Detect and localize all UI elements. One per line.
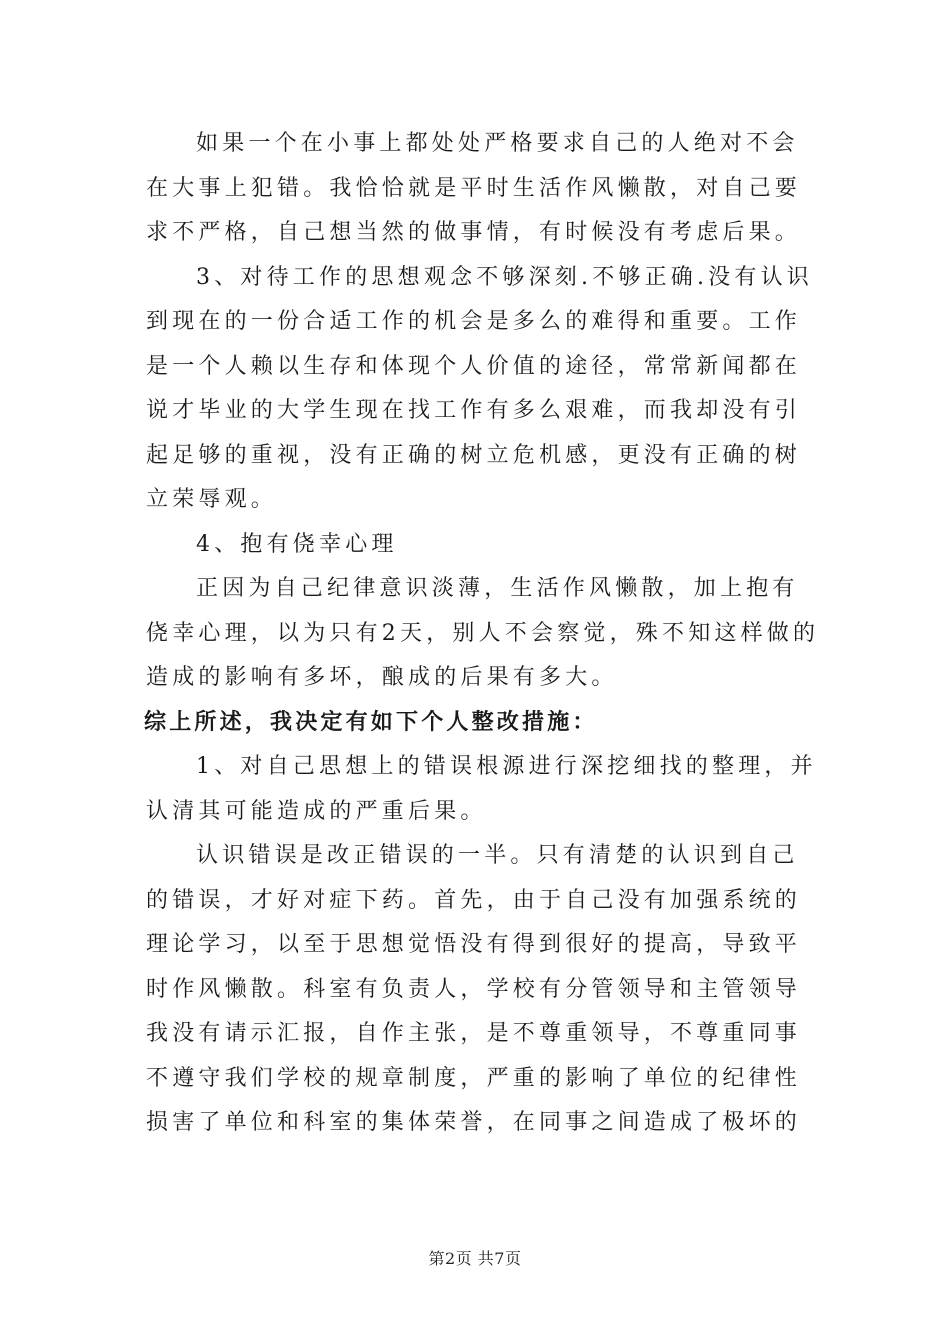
section-heading: 综上所述，我决定有如下个人整改措施： [144,709,598,735]
text-line: 侥幸心理，以为只有2天，别人不会察觉，殊不知这样做的 [146,620,820,646]
text-line: 认清其可能造成的严重后果。 [146,798,487,824]
text-line: 说才毕业的大学生现在找工作有多么艰难，而我却没有引 [146,398,802,423]
text-line: 立荣辱观。 [146,487,278,512]
text-line: 如果一个在小事上都处处严格要求自己的人绝对不会 [196,131,799,156]
text-line: 正因为自己纪律意识淡薄，生活作风懒散，加上抱有 [196,576,799,601]
text-line: 理论学习，以至于思想觉悟没有得到很好的提高，导致平 [146,932,802,957]
text-line: 到现在的一份合适工作的机会是多么的难得和重要。工作 [146,309,802,334]
text-line: 造成的影响有多坏，酿成的后果有多大。 [146,665,618,690]
text-line: 损害了单位和科室的集体荣誉，在同事之间造成了极坏的 [146,1110,802,1135]
document-body [144,122,820,1146]
text-line: 认识错误是改正错误的一半。只有清楚的认识到自己 [196,843,799,868]
text-line: 4、抱有侥幸心理 [196,531,398,557]
page-footer: 第2页 共7页 [428,1249,522,1268]
text-line: 我没有请示汇报，自作主张，是不尊重领导，不尊重同事 [146,1021,802,1046]
text-line: 起足够的重视，没有正确的树立危机感，更没有正确的树 [146,442,802,468]
text-line: 1、对自己思想上的错误根源进行深挖细找的整理，并 [196,754,817,779]
text-line: 求不严格，自己想当然的做事情，有时候没有考虑后果。 [146,220,802,245]
text-line: 在大事上犯错。我恰恰就是平时生活作风懒散，对自己要 [146,175,802,201]
text-line: 的错误，才好对症下药。首先，由于自己没有加强系统的 [146,887,802,913]
text-line: 时作风懒散。科室有负责人，学校有分管领导和主管领导 [146,976,802,1002]
text-line: 不遵守我们学校的规章制度，严重的影响了单位的纪律性 [146,1065,802,1091]
text-line: 3、对待工作的思想观念不够深刻.不够正确.没有认识 [196,264,813,290]
text-line: 是一个人赖以生存和体现个人价值的途径，常常新闻都在 [146,353,802,379]
